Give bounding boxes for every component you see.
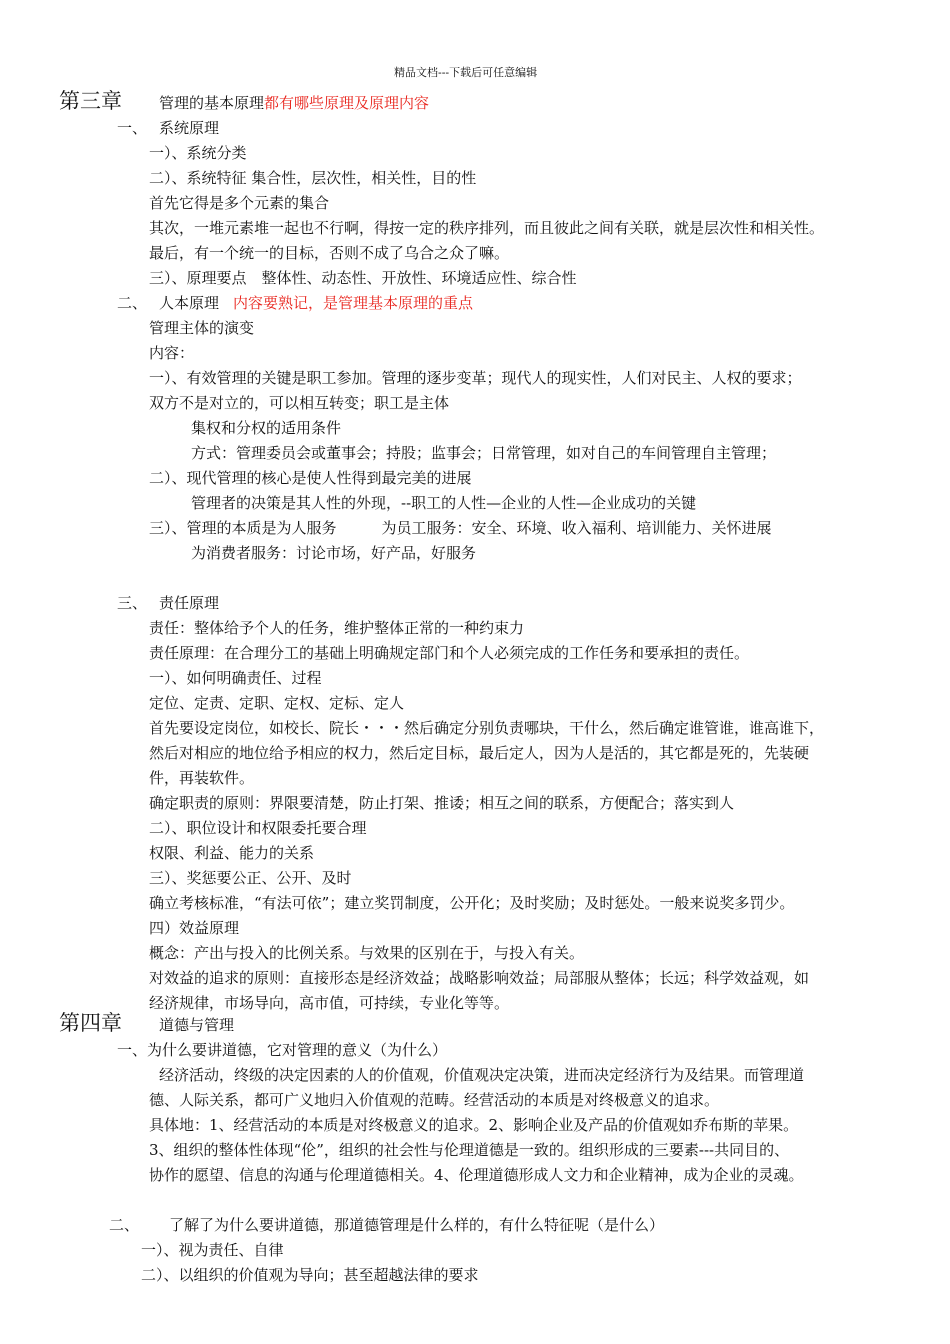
chapter-4-title: 道德与管理 — [159, 1016, 235, 1034]
text-line: 德、人际关系，都可广义地归入价值观的范畴。经营活动的本质是对终极意义的追求。 — [149, 1091, 720, 1109]
text-line: 一）、如何明确责任、过程 — [149, 669, 322, 687]
chapter-3-title-text: 管理的基本原理 — [159, 94, 265, 112]
text-line: 四）效益原理 — [149, 919, 240, 937]
section-2-title — [159, 293, 473, 313]
text-line: 协作的愿望、信息的沟通与伦理道德相关。4、伦理道德形成人文力和企业精神，成为企业的灵魂。 — [149, 1166, 804, 1184]
text-line: 确定职责的原则：界限要清楚，防止打架、推诿；相互之间的联系，方便配合；落实到人 — [149, 794, 735, 812]
text-line: 经济规律，市场导向，高市值，可持续，专业化等等。 — [149, 994, 510, 1012]
chapter-3-label: 第三章 — [59, 89, 122, 113]
text-line: 一）、视为责任、自律 — [141, 1241, 284, 1259]
text-line: 三）、管理的本质是为人服务 为员工服务：安全、环境、收入福利、培训能力、关怀进展 — [149, 519, 772, 537]
section-2-title-text: 人本原理 — [159, 294, 220, 312]
text-line: 责任原理：在合理分工的基础上明确规定部门和个人必须完成的工作任务和要承担的责任。 — [149, 644, 750, 662]
text-line: 为消费者服务：讨论市场，好产品，好服务 — [191, 544, 477, 562]
text-line: 管理者的决策是其人性的外现，--职工的人性—企业的人性—企业成功的关键 — [191, 494, 697, 512]
ch4-section-2-title: 了解了为什么要讲道德，那道德管理是什么样的，有什么特征呢（是什么） — [169, 1216, 665, 1234]
text-line: 方式：管理委员会或董事会；持股；监事会；日常管理，如对自己的车间管理自主管理； — [191, 444, 777, 462]
section-1-number: 一、 — [117, 119, 148, 137]
text-line: 一）、有效管理的关键是职工参加。管理的逐步变革；现代人的现实性，人们对民主、人权的要求； — [149, 369, 802, 387]
text-line: 一）、系统分类 — [149, 144, 247, 162]
text-line: 3、组织的整体性体现“伦”，组织的社会性与伦理道德是一致的。组织形成的三要素---共同目的、 — [149, 1141, 790, 1159]
text-line: 权限、利益、能力的关系 — [149, 844, 315, 862]
text-line: 责任：整体给予个人的任务，维护整体正常的一种约束力 — [149, 619, 525, 637]
text-line: 对效益的追求的原则：直接形态是经济效益；战略影响效益；局部服从整体；长远；科学效益观，如 — [149, 969, 810, 987]
text-line: 一、为什么要讲道德，它对管理的意义（为什么） — [117, 1041, 448, 1059]
text-line: 件，再装软件。 — [149, 769, 255, 787]
section-3-number: 三、 — [117, 594, 148, 612]
text-line: 然后对相应的地位给予相应的权力，然后定目标，最后定人，因为人是活的，其它都是死的，先装硬 — [149, 744, 810, 762]
text-line: 首先它得是多个元素的集合 — [149, 194, 330, 212]
text-line: 首先要设定岗位，如校长、院长・・・然后确定分别负责哪块，干什么，然后确定谁管谁，谁高谁下， — [149, 719, 825, 737]
section-1-title: 系统原理 — [159, 119, 220, 137]
text-line: 定位、定责、定职、定权、定标、定人 — [149, 694, 405, 712]
chapter-3-title — [159, 93, 429, 113]
chapter-4-label: 第四章 — [59, 1011, 122, 1035]
text-line: 经济活动，终级的决定因素的人的价值观，价值观决定决策，进而决定经济行为及结果。而管理道 — [159, 1066, 805, 1084]
text-line: 二）、以组织的价值观为导向；甚至超越法律的要求 — [141, 1266, 479, 1284]
page-header: 精品文档---下载后可任意编辑 — [394, 66, 538, 79]
text-line: 三）、奖惩要公正、公开、及时 — [149, 869, 352, 887]
section-2-note: 内容要熟记，是管理基本原理的重点 — [233, 294, 474, 312]
text-line: 确立考核标准，“有法可依”；建立奖罚制度，公开化；及时奖励；及时惩处。一般来说奖多罚少。 — [149, 894, 795, 912]
chapter-3-note: 都有哪些原理及原理内容 — [264, 94, 430, 112]
text-line: 内容： — [149, 344, 195, 362]
ch4-section-2-number: 二、 — [109, 1216, 140, 1234]
text-line: 二）、现代管理的核心是使人性得到最完美的进展 — [149, 469, 472, 487]
text-line: 三）、原理要点 整体性、动态性、开放性、环境适应性、综合性 — [149, 269, 577, 287]
text-line: 二）、系统特征 集合性，层次性，相关性，目的性 — [149, 169, 477, 187]
text-line: 最后，有一个统一的目标，否则不成了乌合之众了嘛。 — [149, 244, 510, 262]
text-line: 其次，一堆元素堆一起也不行啊，得按一定的秩序排列，而且彼此之间有关联，就是层次性和相关性。 — [149, 219, 825, 237]
text-line: 具体地：1、经营活动的本质是对终极意义的追求。2、影响企业及产品的价值观如乔布斯的苹果。 — [149, 1116, 799, 1134]
text-line: 管理主体的演变 — [149, 319, 255, 337]
text-line: 二）、职位设计和权限委托要合理 — [149, 819, 367, 837]
section-3-title: 责任原理 — [159, 594, 220, 612]
text-line: 双方不是对立的，可以相互转变；职工是主体 — [149, 394, 450, 412]
text-line: 概念：产出与投入的比例关系。与效果的区别在于，与投入有关。 — [149, 944, 585, 962]
section-2-number: 二、 — [117, 294, 148, 312]
text-line: 集权和分权的适用条件 — [191, 419, 342, 437]
